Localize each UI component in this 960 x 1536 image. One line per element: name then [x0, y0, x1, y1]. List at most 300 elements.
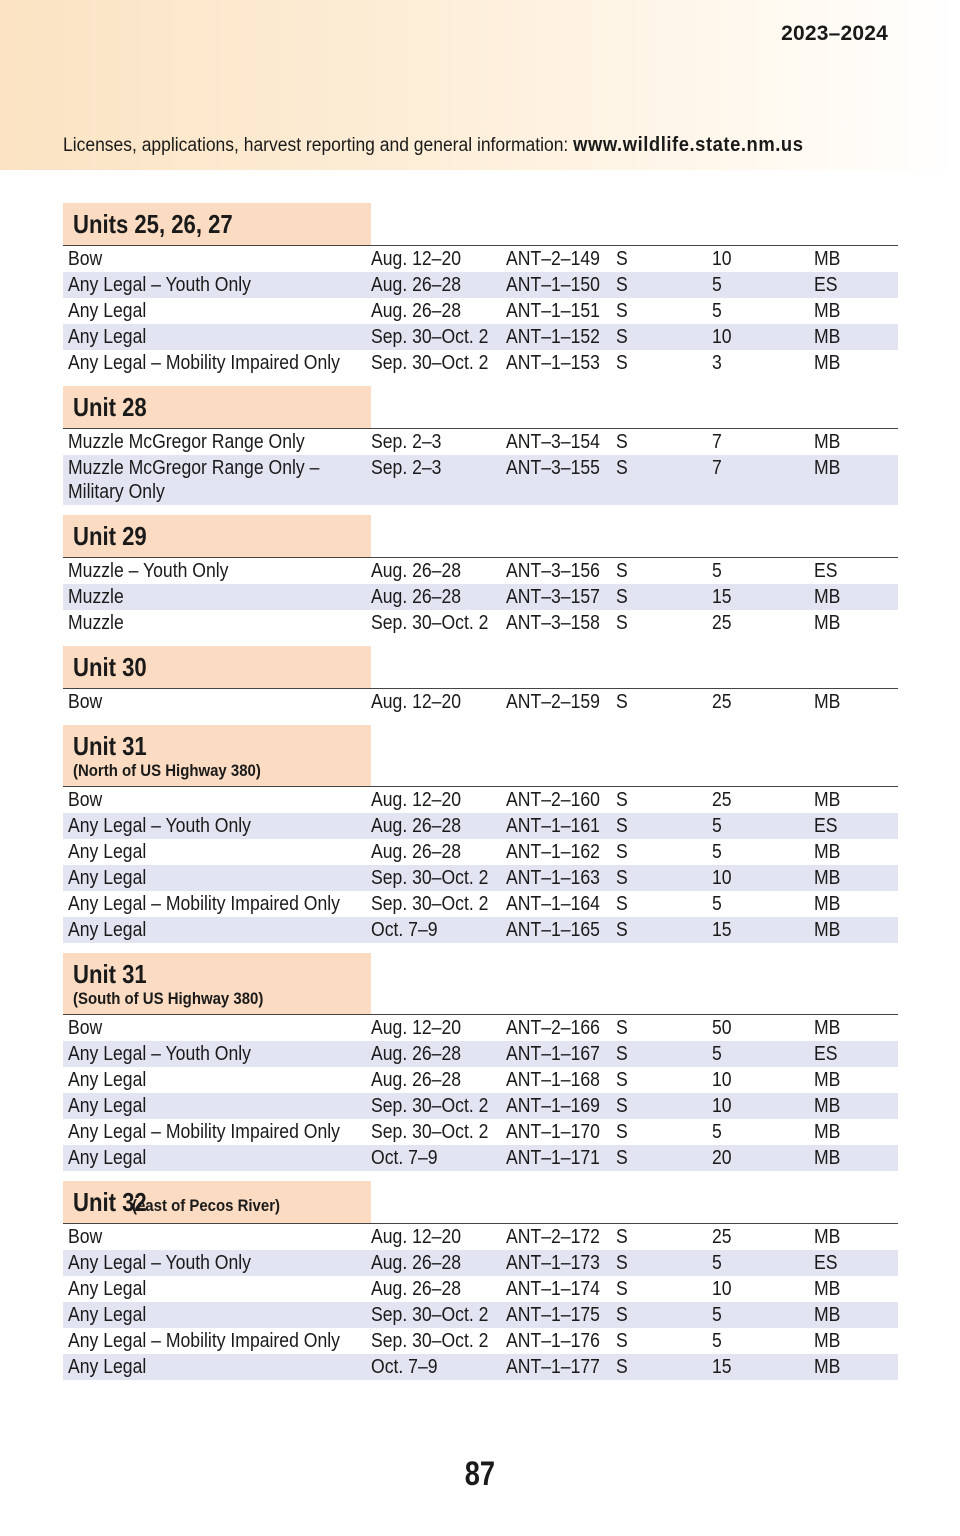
table-row	[63, 350, 898, 376]
hunt-table	[63, 203, 898, 1380]
table-row	[63, 558, 898, 584]
table-row	[63, 1250, 898, 1276]
allocation-cell-text: MB	[814, 586, 841, 608]
hunt-code-cell	[506, 787, 616, 813]
allocation-cell-text: ES	[814, 560, 838, 582]
hunt-code-cell-text: ANT–1–151	[506, 300, 600, 322]
bag-limit-cell-text: S	[616, 841, 628, 863]
dates-cell	[371, 1250, 506, 1276]
table-row	[63, 813, 898, 839]
bag-limit-cell-text: S	[616, 815, 628, 837]
unit-header	[63, 386, 898, 428]
dates-cell	[371, 813, 506, 839]
dates-cell-text: Sep. 30–Oct. 2	[371, 893, 489, 915]
allocation-cell-text: MB	[814, 1278, 841, 1300]
allocation-cell-text: MB	[814, 612, 841, 634]
website-link[interactable]: www.wildlife.state.nm.us	[573, 134, 804, 156]
hunt-type: Muzzle McGregor Range Only	[68, 431, 305, 453]
hunt-code-cell	[506, 1119, 616, 1145]
hunt-code-cell-text: ANT–1–175	[506, 1304, 600, 1326]
hunt-code-cell-text: ANT–3–158	[506, 612, 600, 634]
allocation-cell-text: MB	[814, 1147, 841, 1169]
unit-header	[63, 1181, 898, 1223]
hunt-code-cell-text: ANT–2–172	[506, 1226, 600, 1248]
licenses-cell	[712, 839, 814, 865]
allocation-cell-text: ES	[814, 1252, 838, 1274]
hunt-type-cell	[63, 1224, 371, 1250]
table-row	[63, 1354, 898, 1380]
hunt-code-cell-text: ANT–1–167	[506, 1043, 600, 1065]
licenses-cell	[712, 1276, 814, 1302]
dates-cell	[371, 298, 506, 324]
dates-cell	[371, 689, 506, 715]
table-row	[63, 246, 898, 272]
hunt-code-cell-text: ANT–1–173	[506, 1252, 600, 1274]
hunt-code-cell-text: ANT–1–162	[506, 841, 600, 863]
hunt-type-cell	[63, 1041, 371, 1067]
table-row	[63, 272, 898, 298]
licenses-cell-text: 7	[712, 431, 722, 453]
bag-limit-cell	[616, 1145, 712, 1171]
licenses-cell-text: 5	[712, 560, 722, 582]
licenses-cell-text: 7	[712, 457, 722, 479]
hunt-code-cell-text: ANT–3–154	[506, 431, 600, 453]
dates-cell-text: Aug. 26–28	[371, 1278, 462, 1300]
unit-subtitle: (South of US Highway 380)	[73, 989, 264, 1008]
hunt-type-cell	[63, 610, 371, 636]
hunt-code-cell	[506, 1224, 616, 1250]
table-row	[63, 1119, 898, 1145]
dates-cell-text: Aug. 26–28	[371, 274, 462, 296]
licenses-cell-text: 5	[712, 300, 722, 322]
licenses-cell	[712, 813, 814, 839]
allocation-cell	[814, 891, 898, 917]
table-row	[63, 689, 898, 715]
allocation-cell-text: MB	[814, 1095, 841, 1117]
hunt-type: Any Legal – Youth Only	[68, 1252, 251, 1274]
dates-cell-text: Sep. 30–Oct. 2	[371, 867, 489, 889]
bag-limit-cell-text: S	[616, 1356, 628, 1378]
unit-title: Unit 29	[73, 521, 147, 551]
allocation-cell	[814, 1067, 898, 1093]
unit-title: Unit 31	[73, 731, 147, 761]
dates-cell-text: Sep. 30–Oct. 2	[371, 1121, 489, 1143]
hunt-type-cell	[63, 1302, 371, 1328]
dates-cell	[371, 350, 506, 376]
dates-cell-text: Sep. 2–3	[371, 457, 442, 479]
dates-cell	[371, 558, 506, 584]
hunt-type: Any Legal	[68, 300, 147, 322]
dates-cell-text: Aug. 26–28	[371, 1252, 462, 1274]
hunt-code-cell-text: ANT–2–160	[506, 789, 600, 811]
allocation-cell	[814, 1093, 898, 1119]
bag-limit-cell	[616, 1015, 712, 1041]
dates-cell	[371, 455, 506, 505]
hunt-code-cell	[506, 610, 616, 636]
unit-subtitle: (North of US Highway 380)	[73, 761, 261, 780]
hunt-type: Any Legal – Youth Only	[68, 274, 251, 296]
hunt-type: Any Legal	[68, 841, 147, 863]
hunt-code-cell	[506, 917, 616, 943]
dates-cell-text: Sep. 30–Oct. 2	[371, 352, 489, 374]
bag-limit-cell	[616, 1302, 712, 1328]
table-row	[63, 865, 898, 891]
licenses-cell-text: 10	[712, 1095, 732, 1117]
bag-limit-cell-text: S	[616, 1147, 628, 1169]
hunt-type: Any Legal	[68, 1069, 147, 1091]
hunt-code-cell-text: ANT–1–152	[506, 326, 600, 348]
licenses-cell	[712, 1224, 814, 1250]
hunt-type-cell	[63, 689, 371, 715]
hunt-type: Any Legal	[68, 1278, 147, 1300]
dates-cell-text: Oct. 7–9	[371, 1147, 438, 1169]
dates-cell	[371, 1119, 506, 1145]
dates-cell	[371, 1354, 506, 1380]
licenses-cell-text: 50	[712, 1017, 732, 1039]
licenses-cell-text: 25	[712, 691, 732, 713]
allocation-cell-text: MB	[814, 248, 841, 270]
dates-cell-text: Aug. 26–28	[371, 560, 462, 582]
allocation-cell	[814, 689, 898, 715]
dates-cell-text: Aug. 12–20	[371, 691, 462, 713]
table-row	[63, 455, 898, 505]
hunt-type-cell	[63, 246, 371, 272]
hunt-code-cell	[506, 246, 616, 272]
allocation-cell	[814, 455, 898, 505]
allocation-cell-text: MB	[814, 1121, 841, 1143]
bag-limit-cell	[616, 584, 712, 610]
hunt-code-cell-text: ANT–2–149	[506, 248, 600, 270]
unit-title-box	[63, 725, 371, 786]
bag-limit-cell-text: S	[616, 919, 628, 941]
licenses-cell	[712, 1354, 814, 1380]
bag-limit-cell	[616, 272, 712, 298]
allocation-cell	[814, 610, 898, 636]
licenses-cell	[712, 350, 814, 376]
hunt-code-cell	[506, 1328, 616, 1354]
bag-limit-cell	[616, 1276, 712, 1302]
hunt-code-cell-text: ANT–2–159	[506, 691, 600, 713]
allocation-cell	[814, 1119, 898, 1145]
hunt-code-cell-text: ANT–1–164	[506, 893, 600, 915]
dates-cell	[371, 1302, 506, 1328]
table-row	[63, 839, 898, 865]
bag-limit-cell-text: S	[616, 691, 628, 713]
bag-limit-cell	[616, 787, 712, 813]
hunt-code-cell	[506, 1015, 616, 1041]
hunt-type: Any Legal	[68, 1095, 147, 1117]
licenses-cell-text: 5	[712, 1330, 722, 1352]
hunt-type-cell	[63, 1015, 371, 1041]
hunt-type: Any Legal – Mobility Impaired Only	[68, 1330, 340, 1352]
dates-cell-text: Aug. 12–20	[371, 789, 462, 811]
unit-title-box	[63, 646, 371, 688]
hunt-code-cell	[506, 1145, 616, 1171]
hunt-code-cell	[506, 891, 616, 917]
hunt-type-cell	[63, 1145, 371, 1171]
unit-section	[63, 715, 898, 943]
unit-subtitle: (east of Pecos River)	[131, 1196, 280, 1215]
allocation-cell	[814, 1302, 898, 1328]
table-row	[63, 1067, 898, 1093]
bag-limit-cell	[616, 455, 712, 505]
hunt-code-cell	[506, 689, 616, 715]
allocation-cell-text: ES	[814, 274, 838, 296]
bag-limit-cell	[616, 1093, 712, 1119]
licenses-cell	[712, 1041, 814, 1067]
allocation-cell-text: MB	[814, 300, 841, 322]
hunt-code-cell	[506, 429, 616, 455]
dates-cell	[371, 1276, 506, 1302]
bag-limit-cell-text: S	[616, 586, 628, 608]
hunt-type-cell	[63, 1067, 371, 1093]
hunt-type: Any Legal	[68, 1147, 147, 1169]
bag-limit-cell	[616, 1119, 712, 1145]
licenses-cell	[712, 1145, 814, 1171]
dates-cell	[371, 610, 506, 636]
allocation-cell	[814, 350, 898, 376]
hunt-code-cell	[506, 350, 616, 376]
allocation-cell-text: MB	[814, 867, 841, 889]
licenses-cell-text: 5	[712, 1304, 722, 1326]
hunt-type-cell	[63, 891, 371, 917]
bag-limit-cell-text: S	[616, 560, 628, 582]
bag-limit-cell	[616, 813, 712, 839]
bag-limit-cell	[616, 1250, 712, 1276]
allocation-cell-text: MB	[814, 841, 841, 863]
dates-cell-text: Sep. 30–Oct. 2	[371, 612, 489, 634]
hunt-code-cell-text: ANT–3–157	[506, 586, 600, 608]
hunt-code-cell	[506, 584, 616, 610]
hunt-code-cell	[506, 455, 616, 505]
licenses-cell-text: 25	[712, 1226, 732, 1248]
licenses-cell-text: 5	[712, 274, 722, 296]
bag-limit-cell-text: S	[616, 1278, 628, 1300]
section-gap	[63, 376, 898, 386]
dates-cell-text: Aug. 12–20	[371, 1017, 462, 1039]
licenses-cell-text: 10	[712, 326, 732, 348]
dates-cell-text: Aug. 26–28	[371, 815, 462, 837]
licenses-cell	[712, 1093, 814, 1119]
dates-cell-text: Aug. 26–28	[371, 841, 462, 863]
dates-cell-text: Aug. 12–20	[371, 1226, 462, 1248]
dates-cell	[371, 1145, 506, 1171]
licenses-cell	[712, 584, 814, 610]
hunt-type-cell	[63, 1354, 371, 1380]
allocation-cell-text: MB	[814, 1226, 841, 1248]
hunt-code-cell-text: ANT–1–165	[506, 919, 600, 941]
info-line	[63, 134, 803, 157]
table-row	[63, 1015, 898, 1041]
dates-cell-text: Aug. 26–28	[371, 1043, 462, 1065]
licenses-cell-text: 5	[712, 1252, 722, 1274]
bag-limit-cell	[616, 429, 712, 455]
hunt-type-cell	[63, 272, 371, 298]
bag-limit-cell	[616, 246, 712, 272]
hunt-type: Any Legal – Youth Only	[68, 1043, 251, 1065]
licenses-cell	[712, 689, 814, 715]
table-row	[63, 1328, 898, 1354]
dates-cell	[371, 1015, 506, 1041]
hunt-code-cell	[506, 1276, 616, 1302]
licenses-cell	[712, 272, 814, 298]
bag-limit-cell-text: S	[616, 274, 628, 296]
bag-limit-cell-text: S	[616, 1304, 628, 1326]
allocation-cell	[814, 246, 898, 272]
allocation-cell	[814, 1276, 898, 1302]
hunt-type-cell	[63, 324, 371, 350]
bag-limit-cell	[616, 1067, 712, 1093]
section-gap	[63, 505, 898, 515]
bag-limit-cell-text: S	[616, 1121, 628, 1143]
unit-title-box	[63, 203, 371, 245]
hunt-type: Muzzle – Youth Only	[68, 560, 229, 582]
table-row	[63, 891, 898, 917]
licenses-cell	[712, 1067, 814, 1093]
allocation-cell-text: MB	[814, 1069, 841, 1091]
hunt-code-cell	[506, 1067, 616, 1093]
bag-limit-cell	[616, 865, 712, 891]
dates-cell	[371, 584, 506, 610]
bag-limit-cell-text: S	[616, 248, 628, 270]
bag-limit-cell	[616, 350, 712, 376]
licenses-cell	[712, 1328, 814, 1354]
bag-limit-cell-text: S	[616, 1043, 628, 1065]
licenses-cell-text: 3	[712, 352, 722, 374]
hunt-code-cell-text: ANT–1–161	[506, 815, 600, 837]
dates-cell	[371, 272, 506, 298]
hunt-type: Bow	[68, 248, 103, 270]
allocation-cell-text: MB	[814, 1356, 841, 1378]
licenses-cell	[712, 865, 814, 891]
allocation-cell-text: MB	[814, 1304, 841, 1326]
bag-limit-cell	[616, 689, 712, 715]
hunt-code-cell	[506, 272, 616, 298]
licenses-cell	[712, 891, 814, 917]
licenses-cell-text: 25	[712, 612, 732, 634]
dates-cell	[371, 917, 506, 943]
allocation-cell	[814, 839, 898, 865]
licenses-cell	[712, 429, 814, 455]
dates-cell-text: Aug. 26–28	[371, 586, 462, 608]
section-gap	[63, 715, 898, 725]
unit-section	[63, 943, 898, 1171]
unit-section	[63, 1171, 898, 1380]
licenses-cell	[712, 324, 814, 350]
table-row	[63, 1041, 898, 1067]
hunt-type: Bow	[68, 789, 103, 811]
licenses-cell-text: 5	[712, 893, 722, 915]
allocation-cell	[814, 1354, 898, 1380]
hunt-type: Any Legal	[68, 919, 147, 941]
unit-header	[63, 953, 898, 1014]
hunt-code-cell-text: ANT–1–153	[506, 352, 600, 374]
bag-limit-cell	[616, 558, 712, 584]
bag-limit-cell	[616, 1041, 712, 1067]
licenses-cell	[712, 1015, 814, 1041]
hunt-code-cell-text: ANT–1–177	[506, 1356, 600, 1378]
unit-header	[63, 646, 898, 688]
hunt-type-cell	[63, 787, 371, 813]
hunt-type-cell	[63, 813, 371, 839]
hunt-type-cell	[63, 1119, 371, 1145]
table-row	[63, 610, 898, 636]
dates-cell	[371, 1328, 506, 1354]
dates-cell	[371, 1067, 506, 1093]
unit-title: Unit 28	[73, 392, 147, 422]
bag-limit-cell	[616, 1354, 712, 1380]
page-number	[0, 1455, 960, 1494]
allocation-cell	[814, 429, 898, 455]
hunt-code-cell	[506, 813, 616, 839]
bag-limit-cell-text: S	[616, 1252, 628, 1274]
bag-limit-cell	[616, 298, 712, 324]
allocation-cell-text: ES	[814, 815, 838, 837]
licenses-cell-text: 10	[712, 1069, 732, 1091]
allocation-cell-text: MB	[814, 352, 841, 374]
allocation-cell	[814, 1250, 898, 1276]
hunt-type-cell	[63, 839, 371, 865]
licenses-cell	[712, 1302, 814, 1328]
hunt-type: Any Legal	[68, 867, 147, 889]
hunt-type: Muzzle	[68, 586, 124, 608]
allocation-cell-text: ES	[814, 1043, 838, 1065]
hunt-type: Any Legal – Mobility Impaired Only	[68, 1121, 340, 1143]
hunt-type-cell	[63, 558, 371, 584]
hunt-code-cell	[506, 1093, 616, 1119]
dates-cell	[371, 1224, 506, 1250]
bag-limit-cell	[616, 839, 712, 865]
hunt-type-cell	[63, 1328, 371, 1354]
dates-cell	[371, 429, 506, 455]
allocation-cell	[814, 813, 898, 839]
table-row	[63, 787, 898, 813]
licenses-cell-text: 25	[712, 789, 732, 811]
table-row	[63, 429, 898, 455]
hunt-type: Bow	[68, 691, 103, 713]
allocation-cell	[814, 558, 898, 584]
hunt-type-cell	[63, 1250, 371, 1276]
unit-header	[63, 203, 898, 245]
hunt-code-cell	[506, 1250, 616, 1276]
hunt-code-cell-text: ANT–3–156	[506, 560, 600, 582]
dates-cell	[371, 1041, 506, 1067]
allocation-cell-text: MB	[814, 457, 841, 479]
allocation-cell-text: MB	[814, 893, 841, 915]
hunt-type-cell	[63, 865, 371, 891]
hunt-type: Any Legal	[68, 326, 147, 348]
hunt-type: Muzzle	[68, 612, 124, 634]
dates-cell	[371, 1093, 506, 1119]
bag-limit-cell-text: S	[616, 1330, 628, 1352]
licenses-cell	[712, 787, 814, 813]
licenses-cell-text: 5	[712, 1043, 722, 1065]
hunt-type-cell	[63, 584, 371, 610]
allocation-cell-text: MB	[814, 1330, 841, 1352]
allocation-cell-text: MB	[814, 1017, 841, 1039]
dates-cell-text: Sep. 30–Oct. 2	[371, 326, 489, 348]
allocation-cell-text: MB	[814, 326, 841, 348]
hunt-type-cell	[63, 1093, 371, 1119]
dates-cell-text: Aug. 26–28	[371, 1069, 462, 1091]
unit-title-box	[63, 515, 371, 557]
bag-limit-cell-text: S	[616, 352, 628, 374]
licenses-cell-text: 15	[712, 919, 732, 941]
dates-cell-text: Sep. 30–Oct. 2	[371, 1304, 489, 1326]
hunt-code-cell	[506, 324, 616, 350]
table-row	[63, 584, 898, 610]
unit-title-box	[63, 953, 371, 1014]
